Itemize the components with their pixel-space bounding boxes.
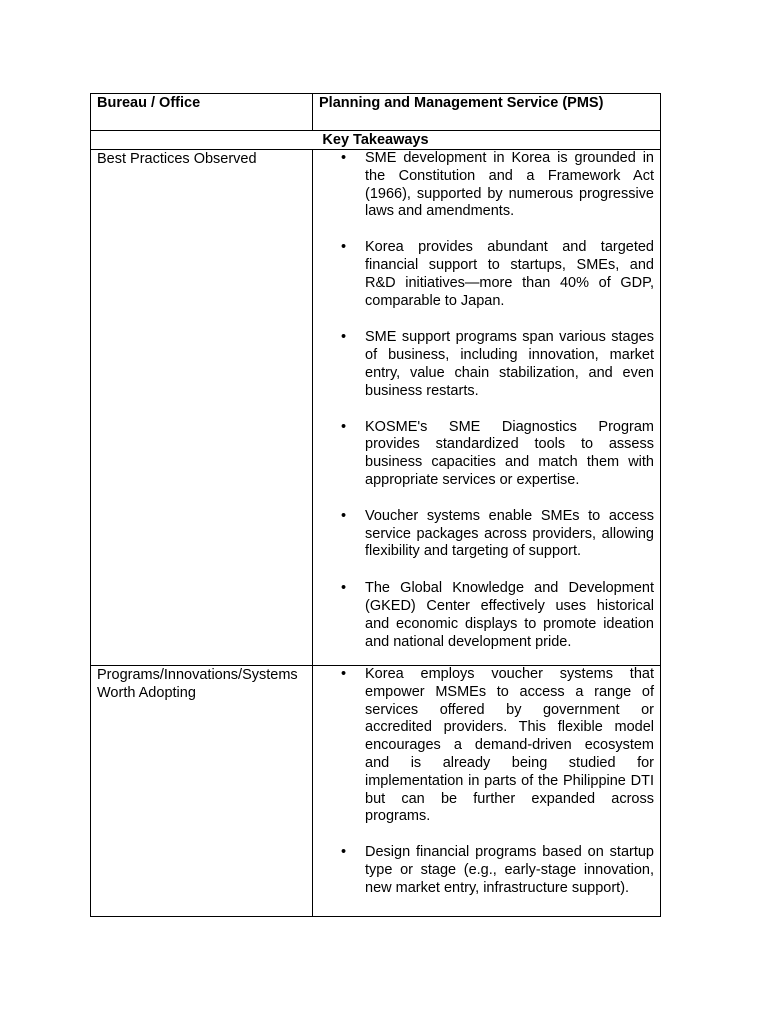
table-row-best-practices xyxy=(91,150,661,666)
bureau-office-value: Planning and Management Service (PMS) xyxy=(313,94,661,131)
list-item-text: Voucher systems enable SMEs to access service packages across providers, allowing flexibility and targeting of support. xyxy=(365,507,654,560)
key-takeaways-table xyxy=(90,93,661,917)
list-item xyxy=(313,508,654,561)
list-item-text: Korea employs voucher systems that empower MSMEs to access a range of services offered by government or accredited providers. This flexible model encourages a demand-driven ecosystem and is already being studied for implementation in parts of the Philippine DTI but can be further expanded across programs. xyxy=(365,666,654,825)
list-item-text: Design financial programs based on startup type or stage (e.g., early-stage innovation, new market entry, infrastructure support). xyxy=(365,844,654,896)
table-row-programs xyxy=(91,666,661,917)
bullet-icon: • xyxy=(341,329,347,346)
list-item xyxy=(313,150,654,221)
list-item-text: SME development in Korea is grounded in the Constitution and a Framework Act (1966), supported by numerous progressive laws and amendments. xyxy=(365,150,654,220)
bullet-icon: • xyxy=(341,418,347,435)
list-item-text: Korea provides abundant and targeted financial support to startups, SMEs, and R&D initiatives—more than 40% of GDP, comparable to Japan. xyxy=(365,239,654,309)
bureau-office-label: Bureau / Office xyxy=(91,94,313,131)
list-item xyxy=(313,329,654,400)
list-item xyxy=(313,666,654,826)
row-content xyxy=(313,150,661,666)
bullet-icon: • xyxy=(341,666,347,682)
row-content xyxy=(313,666,661,917)
bullet-list xyxy=(313,666,654,898)
list-item xyxy=(313,419,654,490)
section-title: Key Takeaways xyxy=(91,131,661,150)
list-item xyxy=(313,580,654,651)
list-item-text: SME support programs span various stages of business, including innovation, market entry, value chain stabilization, and even business restarts. xyxy=(365,329,654,399)
bullet-icon: • xyxy=(341,580,347,597)
list-item xyxy=(313,844,654,897)
bullet-list xyxy=(313,150,654,651)
row-label: Best Practices Observed xyxy=(91,150,313,666)
bullet-icon: • xyxy=(341,239,347,256)
section-title-row xyxy=(91,131,661,150)
bullet-icon: • xyxy=(341,150,347,166)
bullet-icon: • xyxy=(341,507,347,524)
list-item-text: The Global Knowledge and Development (GKED) Center effectively uses historical and economic displays to promote ideation and national development pride. xyxy=(365,580,654,650)
row-label: Programs/Innovations/Systems Worth Adopting xyxy=(91,666,313,917)
list-item-text: KOSME's SME Diagnostics Program provides standardized tools to assess business capacities and match them with appropriate services or expertise. xyxy=(365,418,654,488)
header-row xyxy=(91,94,661,131)
list-item xyxy=(313,239,654,310)
bullet-icon: • xyxy=(341,844,347,861)
